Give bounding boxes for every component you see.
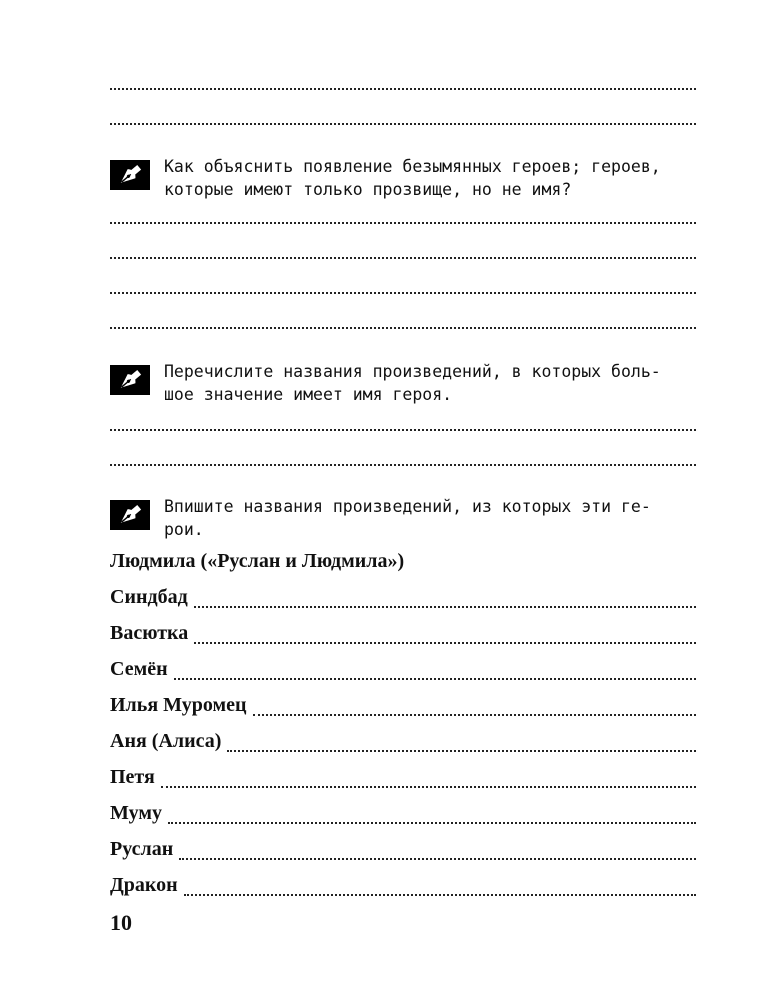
hero-answer-line[interactable] [194, 642, 696, 644]
answer-line[interactable] [110, 88, 696, 90]
hero-answer-line[interactable] [227, 750, 696, 752]
page-number: 10 [110, 910, 132, 935]
answer-line[interactable] [110, 292, 696, 294]
hero-answer-line[interactable] [179, 858, 696, 860]
hero-row [110, 586, 696, 614]
hero-name: Петя [110, 766, 155, 788]
answer-line[interactable] [110, 327, 696, 329]
task-question-line: Впишите названия произведений, из которых эти ге- [164, 497, 651, 516]
task-question-line: Перечислите названия произведений, в которых боль- [164, 362, 661, 381]
task-question-line: которые имеют только прозвище, но не имя? [164, 180, 572, 199]
hero-row [110, 802, 696, 830]
answer-line[interactable] [110, 429, 696, 431]
answer-line[interactable] [110, 464, 696, 466]
hero-row [110, 766, 696, 794]
pen-nib-icon [110, 365, 150, 395]
hero-row [110, 694, 696, 722]
task-question [164, 155, 702, 201]
task-question-line: рои. [164, 520, 204, 539]
example-answer: Людмила («Руслан и Людмила») [110, 550, 405, 572]
hero-name: Дракон [110, 874, 178, 896]
hero-answer-line[interactable] [184, 894, 696, 896]
hero-answer-line[interactable] [194, 606, 696, 608]
hero-name: Муму [110, 802, 162, 824]
hero-name: Руслан [110, 838, 174, 860]
hero-name: Аня (Алиса) [110, 730, 222, 752]
pen-nib-icon [110, 500, 150, 530]
answer-line[interactable] [110, 222, 696, 224]
hero-name: Илья Муромец [110, 694, 247, 716]
pen-nib-icon [110, 160, 150, 190]
hero-row [110, 622, 696, 650]
answer-line[interactable] [110, 123, 696, 125]
hero-row [110, 730, 696, 758]
hero-row [110, 658, 696, 686]
hero-row [110, 874, 696, 902]
hero-row [110, 838, 696, 866]
hero-answer-line[interactable] [253, 714, 696, 716]
task-question-line: шое значение имеет имя героя. [164, 385, 453, 404]
hero-answer-line[interactable] [161, 786, 696, 788]
task-question [164, 360, 702, 406]
hero-name: Синдбад [110, 586, 188, 608]
answer-line[interactable] [110, 257, 696, 259]
hero-answer-line[interactable] [174, 678, 696, 680]
hero-name: Васютка [110, 622, 189, 644]
task-question [164, 495, 702, 541]
task-question-line: Как объяснить появление безымянных героев; героев, [164, 157, 661, 176]
hero-answer-line[interactable] [168, 822, 696, 824]
hero-name: Семён [110, 658, 168, 680]
